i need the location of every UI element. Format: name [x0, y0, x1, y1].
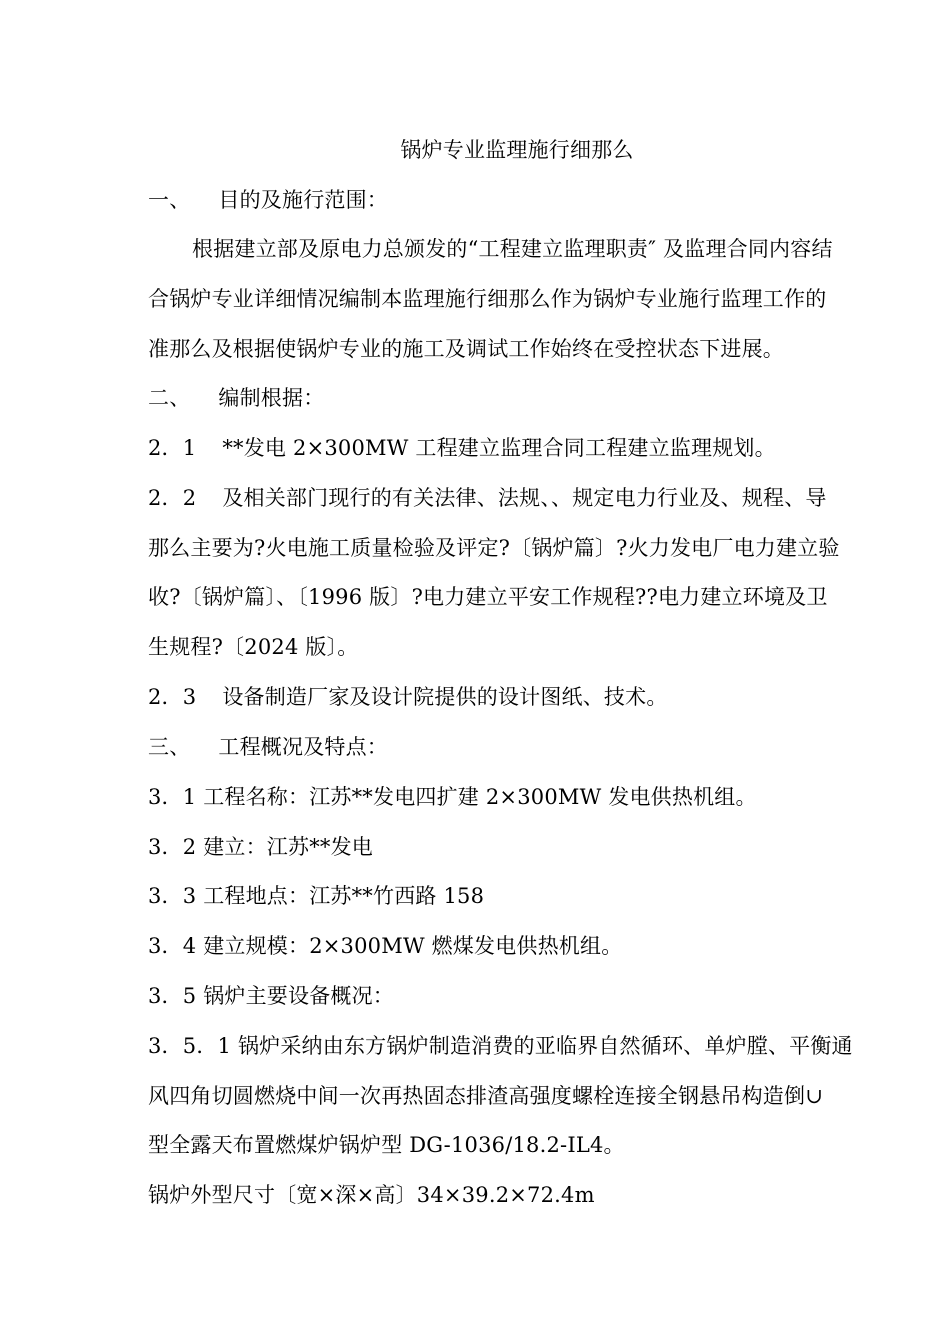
list-item-3-5-1: 3．5．1 锅炉采纳由东方锅炉制造消费的亚临界自然循环、单炉膛、平衡通 — [148, 1034, 853, 1058]
list-item-2-3 — [148, 683, 888, 711]
list-item-2-1 — [148, 434, 888, 462]
section-heading-1 — [148, 186, 888, 214]
list-item-3-2: 3．2 建立：江苏**发电 — [148, 835, 373, 859]
item-number: 2．2 — [148, 486, 197, 510]
paragraph-line: 型全露天布置燃煤炉锅炉型 DG-1036/18.2-IL4。 — [148, 1133, 625, 1157]
section-heading-text: 工程概况及特点： — [218, 735, 389, 759]
list-item-3-3: 3．3 工程地点：江苏**竹西路 158 — [148, 884, 485, 908]
list-item-3-1: 3．1 工程名称：江苏**发电四扩建 2×300MW 发电供热机组。 — [148, 785, 757, 809]
item-text: 及相关部门现行的有关法律、法规、、规定电力行业及、规程、导 — [222, 486, 827, 510]
section-number: 二、 — [148, 386, 191, 410]
paragraph-line: 风四角切圆燃烧中间一次再热固态排渣高强度螺栓连接全钢悬吊构造倒∪ — [148, 1084, 823, 1108]
paragraph-line: 合锅炉专业详细情况编制本监理施行细那么作为锅炉专业施行监理工作的 — [148, 287, 827, 311]
item-text: **发电 2×300MW 工程建立监理合同工程建立监理规划。 — [222, 436, 776, 460]
section-number: 一、 — [148, 188, 191, 212]
section-heading-text: 目的及施行范围： — [218, 188, 389, 212]
section-heading-text: 编制根据： — [218, 386, 325, 410]
item-text: 设备制造厂家及设计院提供的设计图纸、技术。 — [222, 685, 668, 709]
paragraph-line: 锅炉外型尺寸〔宽×深×高〕34×39.2×72.4m — [148, 1183, 595, 1207]
paragraph-line: 那么主要为?火电施工质量检验及评定?〔锅炉篇〕?火力发电厂电力建立验 — [148, 536, 840, 560]
section-number: 三、 — [148, 735, 191, 759]
page-title: 锅炉专业监理施行细那么 — [400, 138, 634, 162]
paragraph-line: 生规程?〔2024 版〕。 — [148, 635, 359, 659]
item-number: 2．3 — [148, 685, 197, 709]
paragraph-line: 根据建立部及原电力总颁发的“工程建立监理职责″ 及监理合同内容结 — [192, 237, 833, 261]
item-number: 2．1 — [148, 436, 197, 460]
paragraph-line: 收?〔锅炉篇〕、〔1996 版〕?电力建立平安工作规程??电力建立环境及卫 — [148, 585, 828, 609]
section-heading-3 — [148, 733, 888, 761]
list-item-3-4: 3．4 建立规模：2×300MW 燃煤发电供热机组。 — [148, 934, 623, 958]
section-heading-2 — [148, 384, 888, 412]
list-item-2-2 — [148, 484, 888, 512]
paragraph-line: 准那么及根据使锅炉专业的施工及调试工作始终在受控状态下进展。 — [148, 337, 784, 361]
list-item-3-5: 3．5 锅炉主要设备概况： — [148, 984, 394, 1008]
